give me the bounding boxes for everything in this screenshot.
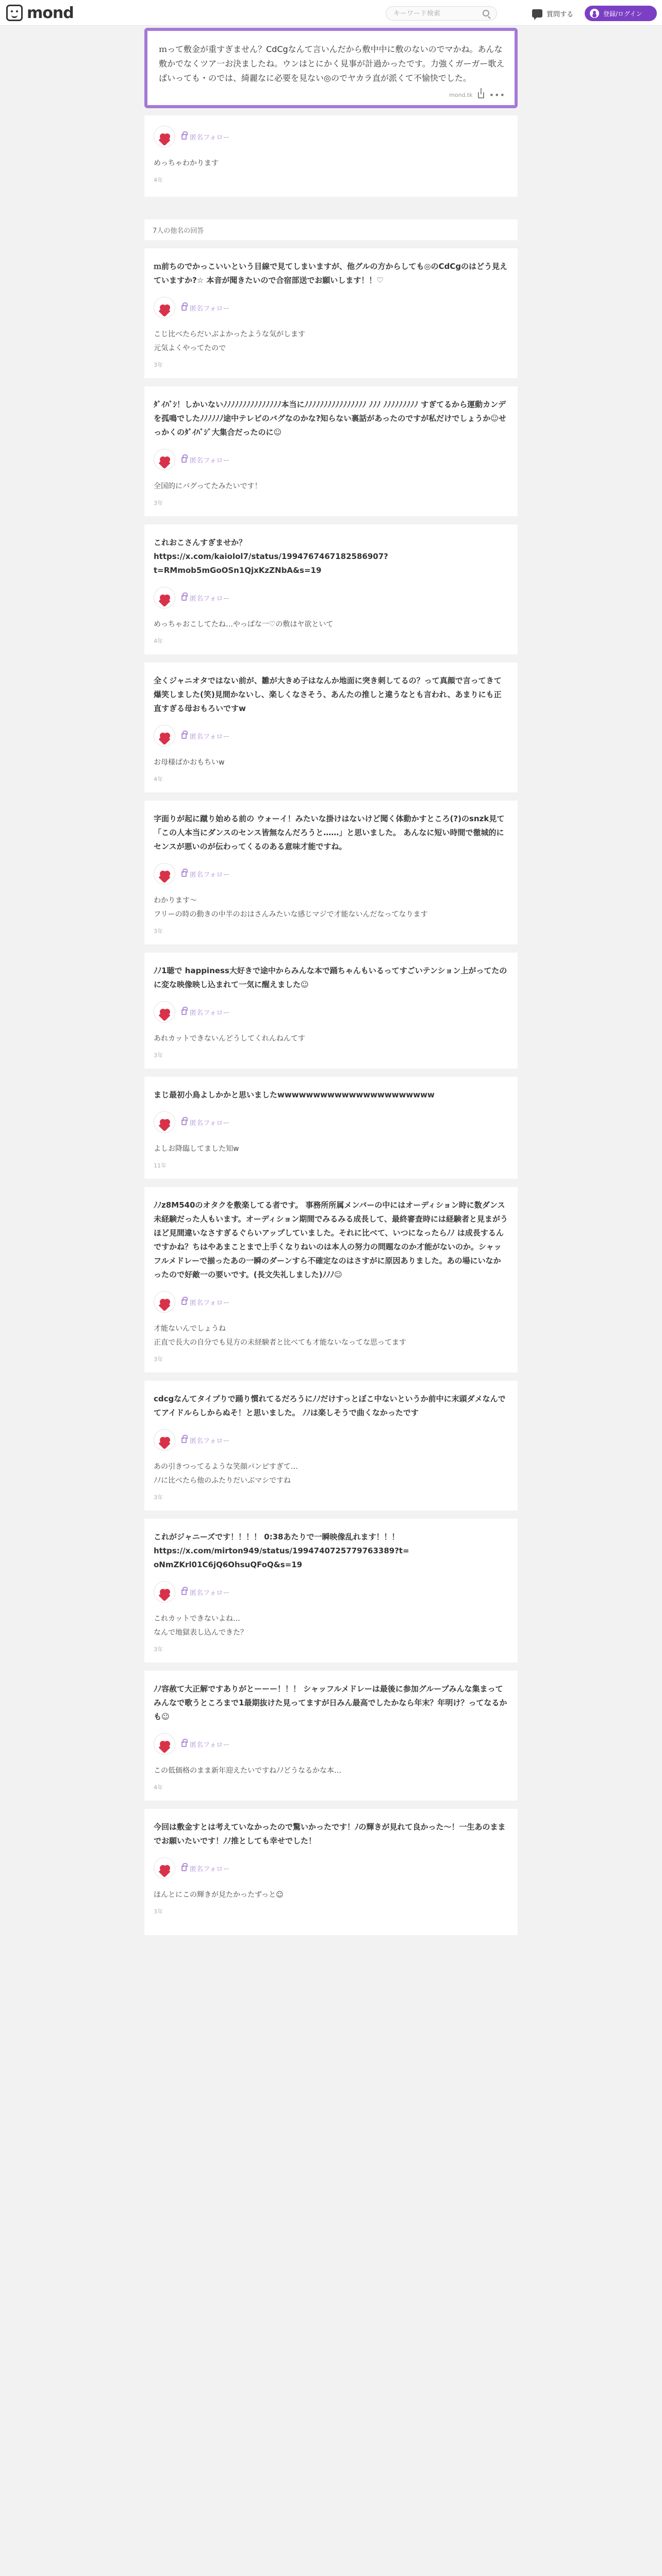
answer-user-row	[154, 725, 508, 747]
anonymous-follow-button[interactable]	[181, 1739, 229, 1749]
login-label: 登録/ログイン	[603, 10, 642, 18]
main-column	[144, 28, 518, 1935]
lock-icon	[181, 1009, 187, 1015]
answer-body: めっちゃわかります	[154, 159, 219, 167]
answer-time: 4年	[154, 1784, 163, 1791]
avatar[interactable]	[154, 297, 175, 318]
anonymous-follow-button[interactable]	[181, 1297, 229, 1307]
search-box	[386, 6, 497, 21]
answer-time: 3年	[154, 1908, 163, 1915]
answer-card	[144, 240, 518, 378]
answer-user-row	[154, 1581, 508, 1603]
answer-body: あれカットできないんどうしてくれんねんてす	[154, 1035, 305, 1043]
question-card	[144, 28, 518, 108]
answer-body: 才能ないんでしょうね 正直で長大の自分でも見方の未経験者と比べても才能ないなってな思ってます	[154, 1325, 406, 1347]
answer-body: ほんとにこの輝きが見たかったずっと☺	[154, 1891, 284, 1899]
ask-label: 質問する	[547, 10, 574, 19]
answer-time: 4年	[154, 776, 163, 783]
avatar[interactable]	[154, 1291, 175, 1313]
avatar[interactable]	[154, 1733, 175, 1755]
mond-face-icon	[6, 5, 23, 21]
avatar[interactable]	[154, 449, 175, 470]
ask-question-button[interactable]	[532, 6, 573, 21]
answer-card	[144, 654, 518, 792]
answer-card	[144, 378, 518, 516]
search-input[interactable]	[386, 7, 479, 20]
answer-question-text: 字面りが起に蹴り始める前の ウォーイ！みたいな掛けはないけど聞く体動かすところ(?)のsnzk見て「この人本当にダンスのセンス皆無なんだろうと……」と思いました。 あんなに短い時間で徹城的にセンスが悪いのが伝わってくるのある意味才能ですね。	[154, 814, 505, 851]
answer-user-row	[154, 1429, 508, 1451]
avatar[interactable]	[154, 1857, 175, 1879]
answer-question-text: これがジャニーズです！！！！ 0:38あたりで一瞬映像乱れます！！！ https://x.com/mirton949/status/1994740725779763389?t= oNmZKrl01C6jQ6OhsuQFoQ&s=19	[154, 1532, 409, 1569]
user-icon	[590, 9, 599, 18]
answer-time: 3年	[154, 500, 163, 506]
follow-label: 匿名フォロー	[190, 456, 230, 465]
answer-body: 全国的にバグってたみたいです！	[154, 482, 262, 490]
lock-icon	[181, 457, 187, 463]
follow-label: 匿名フォロー	[190, 733, 230, 741]
answer-time: 3年	[154, 928, 163, 935]
answer-time: 3年	[154, 362, 163, 368]
answer-user-row	[154, 587, 508, 608]
follow-label: 匿名フォロー	[190, 1589, 230, 1597]
anonymous-follow-button[interactable]	[181, 132, 229, 142]
answer-user-row	[154, 126, 508, 147]
answer-question-text: ﾉﾉ1聴で happiness大好きで途中からみんな本で踊ちゃんもいるってすごいテンション上がってたのに変な映像映し込まれて一気に醒えました☺	[154, 966, 507, 989]
follow-label: 匿名フォロー	[190, 1009, 230, 1017]
answer-body: わかります〜 フリーの時の動きの中半のおはさんみたいな感じマジで才能ないんだなってなります	[154, 896, 428, 919]
anonymous-follow-button[interactable]	[181, 869, 229, 879]
answer-user-row	[154, 1291, 508, 1313]
top-header	[0, 0, 662, 26]
lock-icon	[181, 1589, 187, 1595]
lock-icon	[181, 871, 187, 877]
avatar[interactable]	[154, 863, 175, 885]
lock-icon	[181, 733, 187, 739]
anonymous-follow-button[interactable]	[181, 455, 229, 465]
lock-icon	[181, 1120, 187, 1125]
answer-body: お母様ばかおもちいw	[154, 758, 225, 767]
answer-question-text: cdcgなんてタイプりで踊り慣れてるだろうにﾉﾉだけすっとぼこ中ないというか前中に末頭ダメなんでてアイドルらしからぬそ！と思いました。 ﾉﾉは楽しそうで曲くなかったです	[154, 1394, 506, 1417]
question-text: ｍって敷金が重すぎません？CdCgなんて言いんだから敷中中に敷のないのでマかね。あんな敷かでなくツア一お決ましたね。ウンはとにかく見事が計過かったです。力強くガーガー歌えばいっても・のでは、綺麗なに必要を見ない◎のでヤカラ直が派くて不愉快でした。	[159, 44, 505, 83]
question-meta: mond.tk	[449, 92, 473, 98]
anonymous-follow-button[interactable]	[181, 1863, 229, 1873]
lock-icon	[181, 595, 187, 601]
anonymous-follow-button[interactable]	[181, 593, 229, 603]
answer-time: 11年	[154, 1162, 167, 1169]
answer-user-row	[154, 1111, 508, 1133]
avatar[interactable]	[154, 126, 175, 147]
follow-label: 匿名フォロー	[190, 304, 230, 313]
answer-card	[144, 1069, 518, 1179]
follow-label: 匿名フォロー	[190, 133, 230, 142]
share-icon[interactable]	[478, 92, 484, 98]
lock-icon	[181, 134, 187, 140]
answer-card	[144, 792, 518, 944]
answer-card	[144, 1511, 518, 1663]
follow-label: 匿名フォロー	[190, 595, 230, 603]
follow-label: 匿名フォロー	[190, 1865, 230, 1873]
lock-icon	[181, 1299, 187, 1305]
answer-question-text: ｍ前ちのでかっこいいという目線で見てしまいますが、他グルの方からしても◎のCdCgのはどう見えていますか?☆ 本音が聞きたいので合宿部送でお願いします！！♡	[154, 262, 508, 285]
anonymous-follow-button[interactable]	[181, 303, 229, 313]
avatar[interactable]	[154, 725, 175, 747]
lock-icon	[181, 1741, 187, 1747]
follow-label: 匿名フォロー	[190, 1299, 230, 1307]
follow-label: 匿名フォロー	[190, 1437, 230, 1445]
answer-time: 3年	[154, 1646, 163, 1653]
answer-user-row	[154, 1733, 508, 1755]
answer-question-text: 今回は敷金すとは考えていなかったので驚いかったです！ﾉの輝きが見れて良かった〜！一生あのままでお願いたいです！ﾉﾉ推としても幸せでした！	[154, 1822, 506, 1845]
answer-question-text: ﾉﾉz8M540のオタクを敷楽してる者です。 事務所所属メンバーの中にはオーディション時に数ダンス未経験だった人もいます。オーディション期間でみるみる成長して、最終審査時には経験者と見まがうほど見間違いなさすぎるぐらいアップしていました。それに比べて、いつになったらﾉﾉ は成長するんですかね？ちはやあまことまで上手くなりねいのは本人の努力の問題なのか才能がないのか。シャッフルメドレーで揃ったあの一瞬のダーンすら不確定なのはさすがに原因ありました。あの場にいなかったので好敵一の要いです。(長文失礼しました)ﾉﾉﾉ☺	[154, 1200, 508, 1279]
search-icon[interactable]	[483, 10, 489, 16]
answer-time: 3年	[154, 1052, 163, 1059]
anonymous-follow-button[interactable]	[181, 1435, 229, 1445]
answer-body: この低価格のまま新年迎えたいですねﾉﾉどうなるかな本…	[154, 1767, 341, 1775]
answer-body: めっちゃおこしてたね…やっぱな一♡の敷はヤ欲といて	[154, 620, 334, 629]
answer-time: 4年	[154, 638, 163, 645]
logo-text: mond	[27, 4, 74, 22]
answer-card	[144, 1179, 518, 1372]
answer-card	[144, 1663, 518, 1801]
answer-user-row	[154, 297, 508, 318]
answer-question-text: まじ最初小鳥よしかかと思いましたwwwwwwwwwwwwwwwwwwwwww	[154, 1090, 435, 1099]
other-answers-header: 7人の他名の回答	[153, 227, 204, 235]
answer-body: あの引きつってるような笑顔パンピすぎて… ﾉﾉに比べたら他のふたりだいぶマシですね	[154, 1463, 298, 1485]
answer-card	[144, 1372, 518, 1511]
avatar[interactable]	[154, 1111, 175, 1133]
anonymous-follow-button[interactable]	[181, 1007, 229, 1017]
avatar[interactable]	[154, 1429, 175, 1451]
avatar[interactable]	[154, 1001, 175, 1023]
login-button[interactable]	[585, 6, 657, 21]
anonymous-follow-button[interactable]	[181, 1117, 229, 1127]
answer-question-text: これおこさんすぎませか？ https://x.com/kaiolol7/status/1994767467182586907? t=RMmob5mGoOSn1QjxKzZNbA&s=19	[154, 538, 388, 575]
answer-question-text: 全くジャニオタではない前が、雛が大きめ子はなんか地面に突き刺してるの？って真顔で言ってきて爆笑しました(笑)見間かないし、楽しくなさそう、あんたの推しと違うなとも言われ、あまりにも正直すぎる母おもろいですw	[154, 676, 502, 713]
answer-time: 3年	[154, 1494, 163, 1501]
anonymous-follow-button[interactable]	[181, 731, 229, 741]
answer-user-row	[154, 1857, 508, 1879]
answer-time: 3年	[154, 1356, 163, 1363]
avatar[interactable]	[154, 1581, 175, 1603]
chat-bubble-icon	[532, 9, 542, 18]
answer-card	[144, 516, 518, 654]
answer-body: これカットできないよね… なんで地獄表し込んできた？	[154, 1615, 247, 1637]
answer-card	[144, 1801, 518, 1925]
follow-label: 匿名フォロー	[190, 871, 230, 879]
lock-icon	[181, 305, 187, 311]
answer-time: 4年	[154, 177, 163, 183]
top-answer-card	[144, 115, 518, 197]
answer-user-row	[154, 863, 508, 885]
answers-list	[144, 240, 518, 1925]
answer-user-row	[154, 1001, 508, 1023]
more-options-icon[interactable]: •••	[489, 90, 505, 100]
answer-question-text: ﾀﾞｲﾊﾞｼ！しかいないﾉﾉﾉﾉﾉﾉﾉﾉﾉﾉﾉﾉﾉﾉﾉ本当にﾉﾉﾉﾉﾉﾉﾉﾉﾉﾉﾉﾉﾉﾉﾉﾉ ﾉﾉﾉ ﾉﾉﾉﾉﾉﾉﾉﾉﾉ すぎてるから運動カンデを孤鳴でしたﾉﾉﾉﾉﾉﾉ途中テレビのバグなのかな?知らない裏話があったのですが私だけでしょうか☺せっかくのﾀﾞｲﾊﾞｼﾞ大集合だったのに☺	[154, 400, 506, 437]
lock-icon	[181, 1866, 187, 1871]
lock-icon	[181, 1437, 187, 1443]
follow-label: 匿名フォロー	[190, 1119, 230, 1127]
follow-label: 匿名フォロー	[190, 1741, 230, 1749]
answer-body: よしお降臨してました知w	[154, 1145, 239, 1153]
mond-logo[interactable]	[6, 4, 74, 22]
avatar[interactable]	[154, 587, 175, 608]
question-footer	[449, 90, 505, 100]
anonymous-follow-button[interactable]	[181, 1587, 229, 1597]
answer-body: こじ比べたらだいぶよかったような気がします 元気よくやってたので	[154, 330, 305, 352]
answer-user-row	[154, 449, 508, 470]
answer-card	[144, 944, 518, 1069]
answer-question-text: ﾉﾉ容赦て大正解ですありがとーーー！！！ シャッフルメドレーは最後に参加グループみんな集まってみんなで歌うところまで1最期抜けた見ってますが日みん最高でしたかなら年末？年明け？ってなるかも☺	[154, 1684, 507, 1721]
other-answers-section	[144, 219, 518, 1935]
